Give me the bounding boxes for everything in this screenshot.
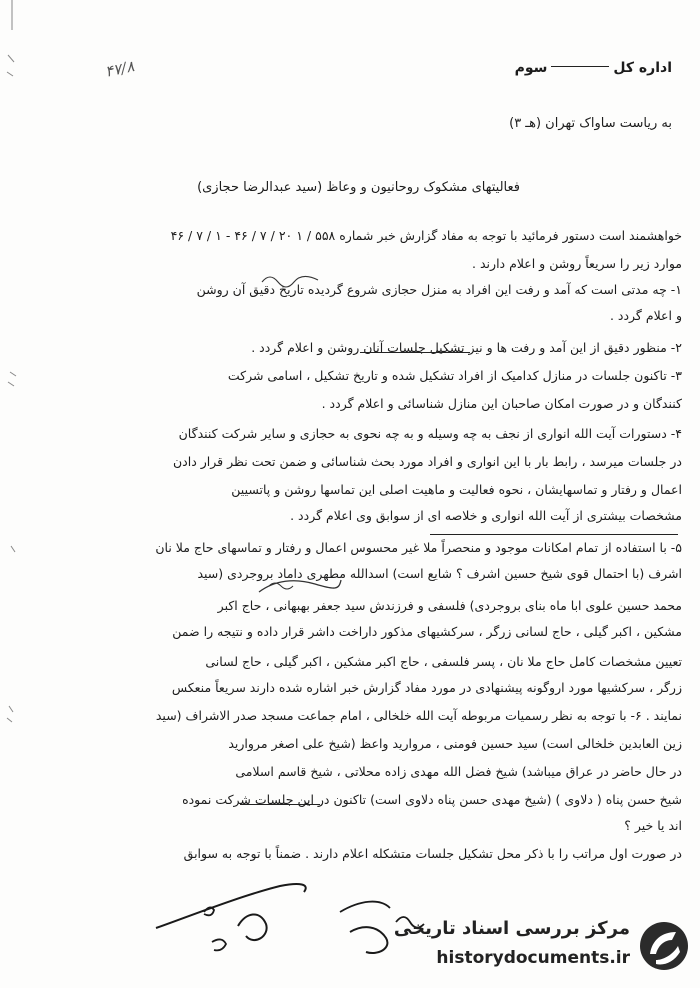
watermark-title: مرکز بررسی اسناد تاریخی	[393, 918, 630, 939]
header-dept-suffix: سوم	[514, 60, 548, 76]
archive-logo-icon	[638, 920, 690, 972]
body-line-19: زین العابدین خلخالی است) سید حسین فومنی ، مروارید واعظ (شیخ علی اصغر مروارید	[228, 736, 682, 751]
underline-mark	[430, 534, 678, 535]
body-line-8: ۴- دستورات آیت الله انواری از نجف به چه وسیله و به چه نحوی به حجازی و سایر شرکت کنندگان	[178, 426, 682, 441]
body-line-18: نمایند . ۶- با توجه به نظر رسمیات مربوطه آیت الله خلخالی ، امام جماعت مسجد صدر الاشراف (سید	[155, 708, 682, 723]
body-line-4: و اعلام گردد .	[609, 308, 682, 323]
body-line-22: اند یا خیر ؟	[624, 818, 682, 833]
body-line-20: در حال حاضر در عراق میباشد) شیخ فضل الله مهدی زاده محلاتی ، شیخ قاسم اسلامی	[235, 764, 682, 779]
body-line-21: شیخ حسن پناه ( دلاوی ) (شیخ مهدی حسن پناه دلاوی است) تاکنون در این جلسات شرکت نموده	[182, 792, 682, 807]
body-line-5: ۲- منظور دقیق از این آمد و رفت ها و نیز تشکیل جلسات آنان روشن و اعلام گردد .	[251, 340, 682, 355]
archive-watermark	[392, 912, 692, 980]
corner-handwritten-note: ۴۷/۸	[103, 57, 136, 81]
underline-mark	[240, 804, 320, 805]
underline-mark	[360, 352, 470, 353]
body-line-14: محمد حسین علوی ابا ماه بنای بروجردی) فلسفی و فرزندش سید جعفر بهبهانی ، حاج اکبر	[217, 598, 682, 613]
body-line-6: ۳- تاکنون جلسات در منازل کدامیک از افراد تشکیل شده و تاریخ تشکیل ، اسامی شرکت	[227, 368, 682, 383]
body-line-9: در جلسات میرسد ، رابط بار با این انواری و افراد مورد بحث شناسائی و ضمن تحت نظر قرار دادن	[172, 454, 682, 469]
body-line-16: تعیین مشخصات کامل حاج ملا نان ، پسر فلسفی ، حاج اکبر مشکین ، اکبر گیلی ، حاج لسانی	[205, 654, 682, 669]
body-line-12: ۵- با استفاده از تمام امکانات موجود و منحصراً ملا غیر محسوس اعمال و رفتار و تماسهای حاج ملا نان	[155, 540, 682, 555]
header-dash	[551, 66, 609, 67]
scan-margin-noise	[2, 0, 20, 988]
body-line-23: در صورت اول مراتب را با ذکر محل تشکیل جلسات متشکله اعلام دارند . ضمناً با توجه به سوابق	[183, 846, 682, 861]
header-department	[515, 60, 672, 76]
body-line-10: اعمال و رفتار و تماسهایشان ، نحوه فعالیت و ماهیت اصلی این تماسها روشن و پاتسیین	[231, 482, 682, 497]
body-line-3: ۱- چه مدتی است که آمد و رفت این افراد به منزل حجازی شروع گردیده تاریخ دقیق آن روشن	[196, 282, 682, 297]
body-line-13: اشرف (با احتمال قوی شیخ حسین اشرف ؟ شایع است) اسدالله مطهری داماد بروجردی (سید	[197, 566, 682, 581]
body-line-17: زرگر ، سرکشیها مورد اروگونه پیشنهادی در مورد مفاد گزارش خبر اشاره شده دارند سریعاً منعکس	[171, 680, 682, 695]
body-line-11: مشخصات بیشتری از آیت الله انواری و خلاصه ای از سوابق وی اعلام گردد .	[290, 508, 682, 523]
body-line-2: موارد زیر را سریعاً روشن و اعلام دارند .	[472, 256, 682, 271]
body-line-1: خواهشمند است دستور فرمائید با توجه به مفاد گزارش خبر شماره ۵۵۸ / ۱ ۲۰ / ۷ / ۴۶ - ۱ / ۷ / ۴۶	[170, 228, 682, 243]
recipient-line: به ریاست ساواک تهران (هـ ۳)	[509, 116, 672, 131]
body-line-15: مشکین ، اکبر گیلی ، حاج لسانی زرگر ، سرکشیهای مذکور داراخت داشر قرار داده و نتیجه را ضمن	[172, 624, 682, 639]
header-dept-prefix: اداره کل	[613, 60, 672, 76]
watermark-url: historydocuments.ir	[436, 948, 630, 968]
subject-line: فعالیتهای مشکوک روحانیون و وعاظ (سید عبدالرضا حجازی)	[197, 180, 520, 195]
body-line-7: کنندگان و در صورت امکان صاحبان این منازل شناسائی و اعلام گردد .	[321, 396, 682, 411]
